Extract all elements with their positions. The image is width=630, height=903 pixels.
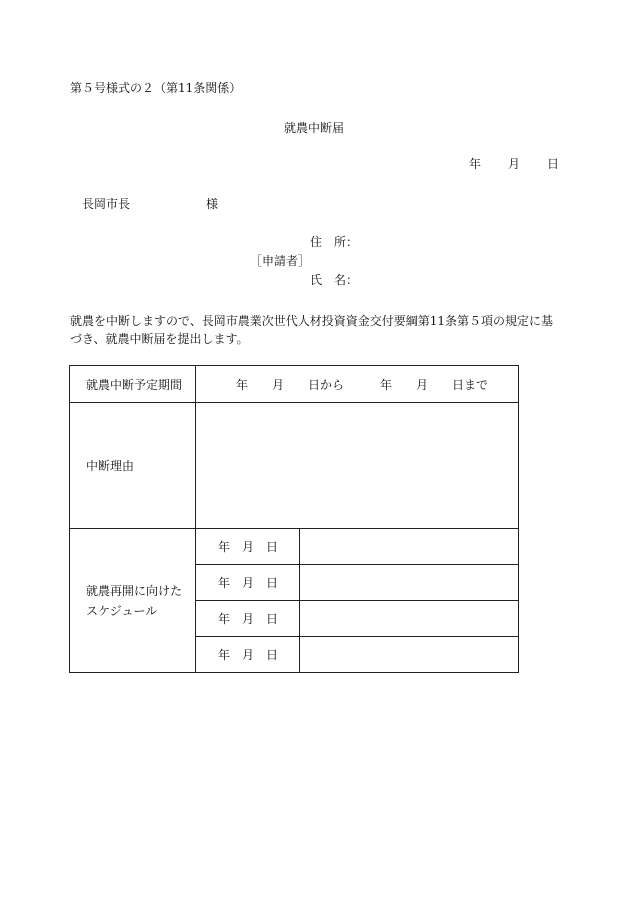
addressee-name: 長岡市長 (82, 197, 131, 211)
reason-field[interactable] (196, 403, 519, 529)
schedule-row (70, 529, 519, 565)
form-table (69, 365, 519, 673)
schedule-entry-field[interactable] (300, 601, 519, 637)
period-label: 就農中断予定期間 (70, 366, 196, 403)
schedule-entry-field[interactable] (300, 529, 519, 565)
date-year-label: 年 (468, 157, 481, 171)
schedule-label-line1: 就農再開に向けた (86, 583, 183, 598)
form-number: 第５号様式の２（第11条関係） (70, 81, 242, 95)
addressee-honorific: 様 (206, 197, 219, 211)
schedule-date: 年 月 日 (196, 529, 300, 565)
schedule-label-line2: スケジュール (86, 603, 158, 618)
body-text: 就農を中断しますので、長岡市農業次世代人材投資資金交付要綱第11条第５項の規定に基づき、就農中断届を提出します。 (70, 314, 554, 346)
date-day-label: 日 (546, 157, 559, 171)
schedule-label (70, 529, 196, 673)
addressee (82, 197, 219, 211)
schedule-date: 年 月 日 (196, 637, 300, 673)
reason-label: 中断理由 (70, 403, 196, 529)
schedule-entry-field[interactable] (300, 637, 519, 673)
name-label: 氏 名： (310, 273, 359, 287)
schedule-date: 年 月 日 (196, 565, 300, 601)
applicant-label: ［申請者］ (250, 254, 311, 268)
date-month-label: 月 (507, 157, 520, 171)
document-title: 就農中断届 (284, 121, 345, 135)
reason-row (70, 403, 519, 529)
schedule-entry-field[interactable] (300, 565, 519, 601)
address-label: 住 所： (310, 235, 359, 249)
submission-date (469, 157, 559, 171)
period-row (70, 366, 519, 403)
schedule-date: 年 月 日 (196, 601, 300, 637)
period-value: 年 月 日から 年 月 日まで (196, 366, 519, 403)
